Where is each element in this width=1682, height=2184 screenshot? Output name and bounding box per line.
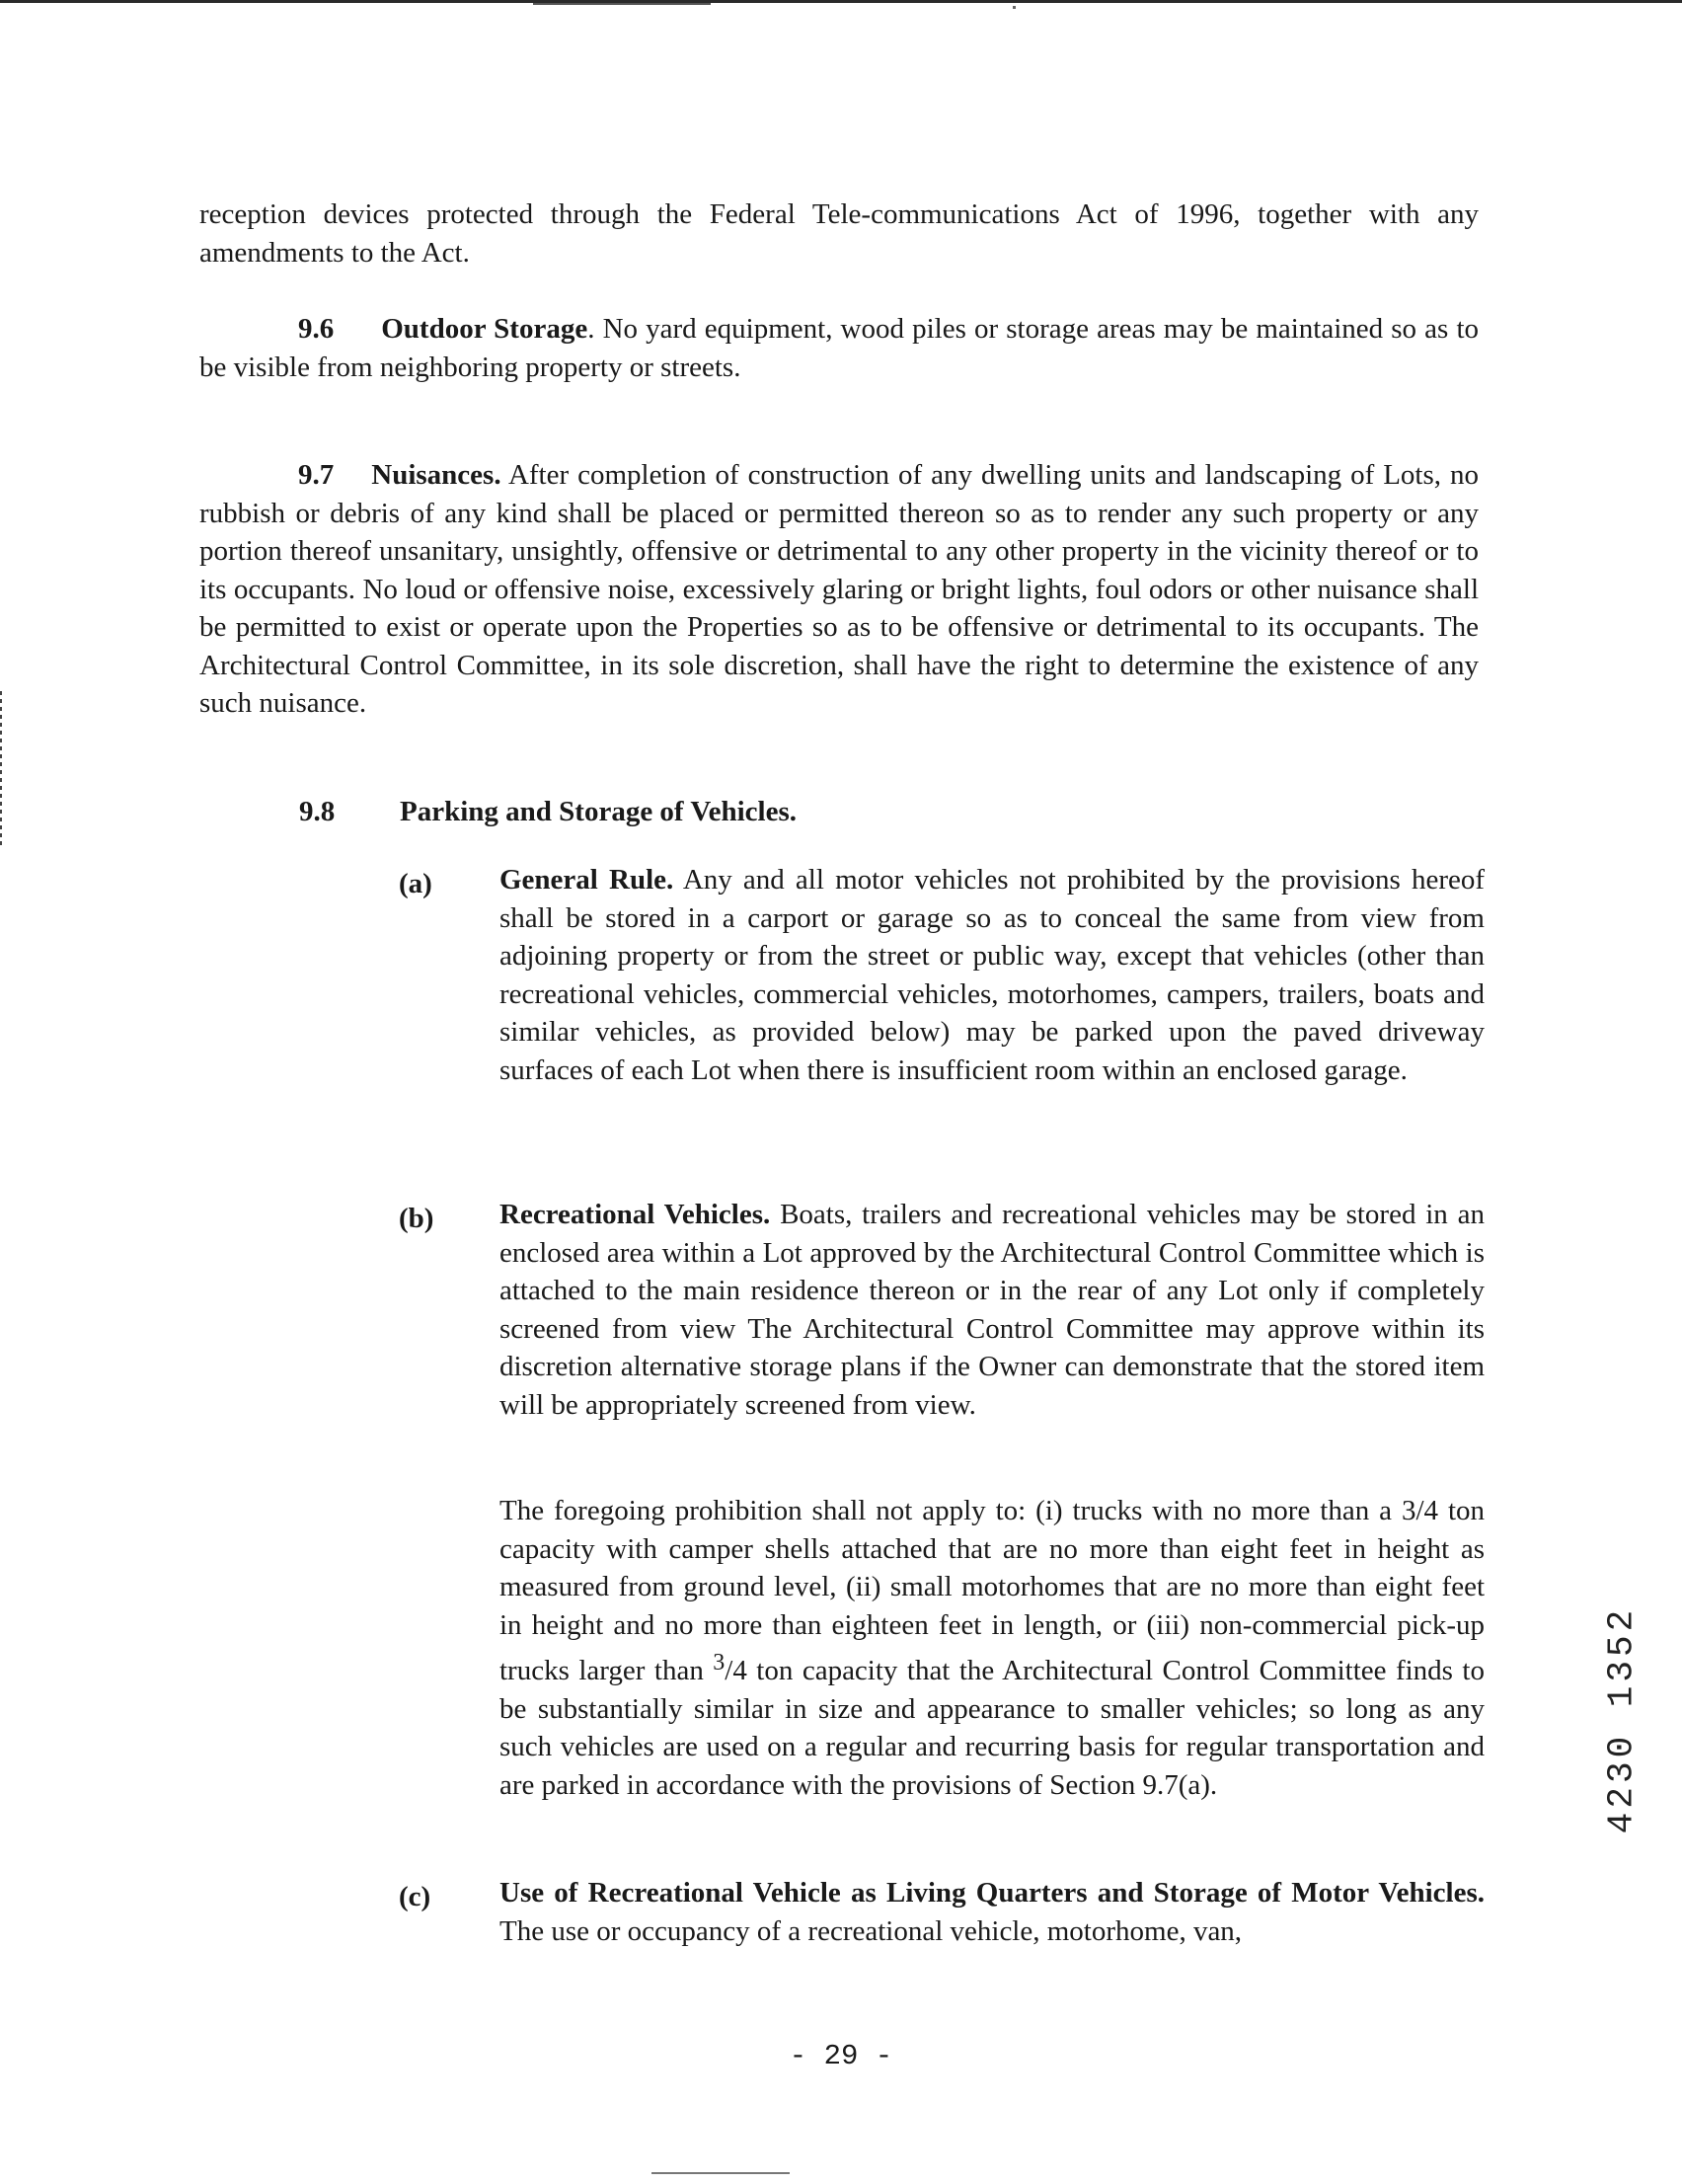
page-number: - 29 - (789, 2040, 893, 2072)
item-body: The use or occupancy of a recreational vehicle, motorhome, van, (499, 1914, 1243, 1947)
section-9-7 (199, 456, 1479, 723)
scan-edge-left (0, 691, 2, 849)
item-b-paragraph (499, 1196, 1485, 1424)
item-b-exception-paragraph (499, 1492, 1485, 1804)
exception-text-part1: The foregoing prohibition shall not apply to: (i) trucks with no more than a 3/4 ton capacity with camper shells attached that are no more than eight feet in height as measured from ground level, (ii) small motorhomes that are no more than eight feet in height and no more than eighteen feet in length, or (iii) non-commercial pick-up trucks larger than (499, 1495, 1485, 1686)
item-title: Use of Recreational Vehicle as Living Quarters and Storage of Motor Vehicles. (499, 1877, 1485, 1909)
section-number: 9.6 (298, 313, 335, 345)
section-body: After completion of construction of any dwelling units and landscaping of Lots, no rubbish or debris of any kind shall be placed or permitted thereon so as to render any such property or any portion thereof unsanitary, unsightly, offensive or detrimental to any other property in the vicinity thereof or to its occupants. No loud or offensive noise, excessively glaring or bright lights, foul odors or other nuisance shall be permitted to exist or operate upon the Properties so as to be offensive or detrimental to its occupants. The Architectural Control Committee, in its sole discretion, shall have the right to determine the existence of any such nuisance. (199, 459, 1479, 719)
section-9-6 (199, 310, 1479, 386)
item-c-paragraph (499, 1874, 1485, 1950)
item-a-paragraph (499, 861, 1485, 1089)
exception-text-part2: /4 ton capacity that the Architectural Control Committee finds to be substantially similar in size and appearance to smaller vehicles; so long as any such vehicles are used on a regular and recurring basis for regular transportation and are parked in accordance with the provisions of Section 9.7(a). (499, 1655, 1485, 1801)
scan-edge-top-mark (533, 3, 711, 5)
intro-paragraph: reception devices protected through the Federal Tele-communications Act of 1996, together with any amendments to the Act. (199, 198, 1479, 269)
item-label-a: (a) (399, 868, 432, 899)
section-number: 9.7 (298, 459, 335, 491)
section-body: . No yard equipment, wood piles or storage areas may be maintained so as to be visible from neighboring property or streets. (199, 313, 1479, 383)
item-label-c: (c) (399, 1881, 431, 1912)
item-title: General Rule. (499, 864, 674, 896)
item-body: Any and all motor vehicles not prohibited by the provisions hereof shall be stored in a carport or garage so as to conceal the same from view from adjoining property or from the street or public way, except that vehicles (other than recreational vehicles, commercial vehicles, motorhomes, campers, trailers, boats and similar vehicles, as provided below) may be parked upon the paved driveway surfaces of each Lot when there is insufficient room within an enclosed garage. (499, 864, 1485, 1086)
section-title: Parking and Storage of Vehicles. (400, 796, 797, 827)
item-label-b: (b) (399, 1203, 434, 1234)
stamp-text: 4230 1352 (1601, 1605, 1643, 1834)
section-9-8-heading (299, 793, 797, 831)
document-stamp-number (1597, 1592, 1646, 1848)
scan-edge-bottom (651, 2172, 790, 2174)
scan-speck (1013, 6, 1016, 9)
fraction-numerator: 3 (713, 1650, 726, 1676)
item-body: Boats, trailers and recreational vehicles may be stored in an enclosed area within a Lot approved by the Architectural Control Committee which is attached to the main residence thereon or in the rear of any Lot only if completely screened from view The Architectural Control Committee may approve within its discretion alternative storage plans if the Owner can demonstrate that the stored item will be appropriately screened from view. (499, 1199, 1485, 1421)
section-title: Nuisances. (371, 459, 501, 491)
scan-edge-top (0, 0, 1682, 3)
section-title: Outdoor Storage (381, 313, 588, 345)
item-title: Recreational Vehicles. (499, 1199, 771, 1230)
section-number: 9.8 (299, 796, 336, 827)
